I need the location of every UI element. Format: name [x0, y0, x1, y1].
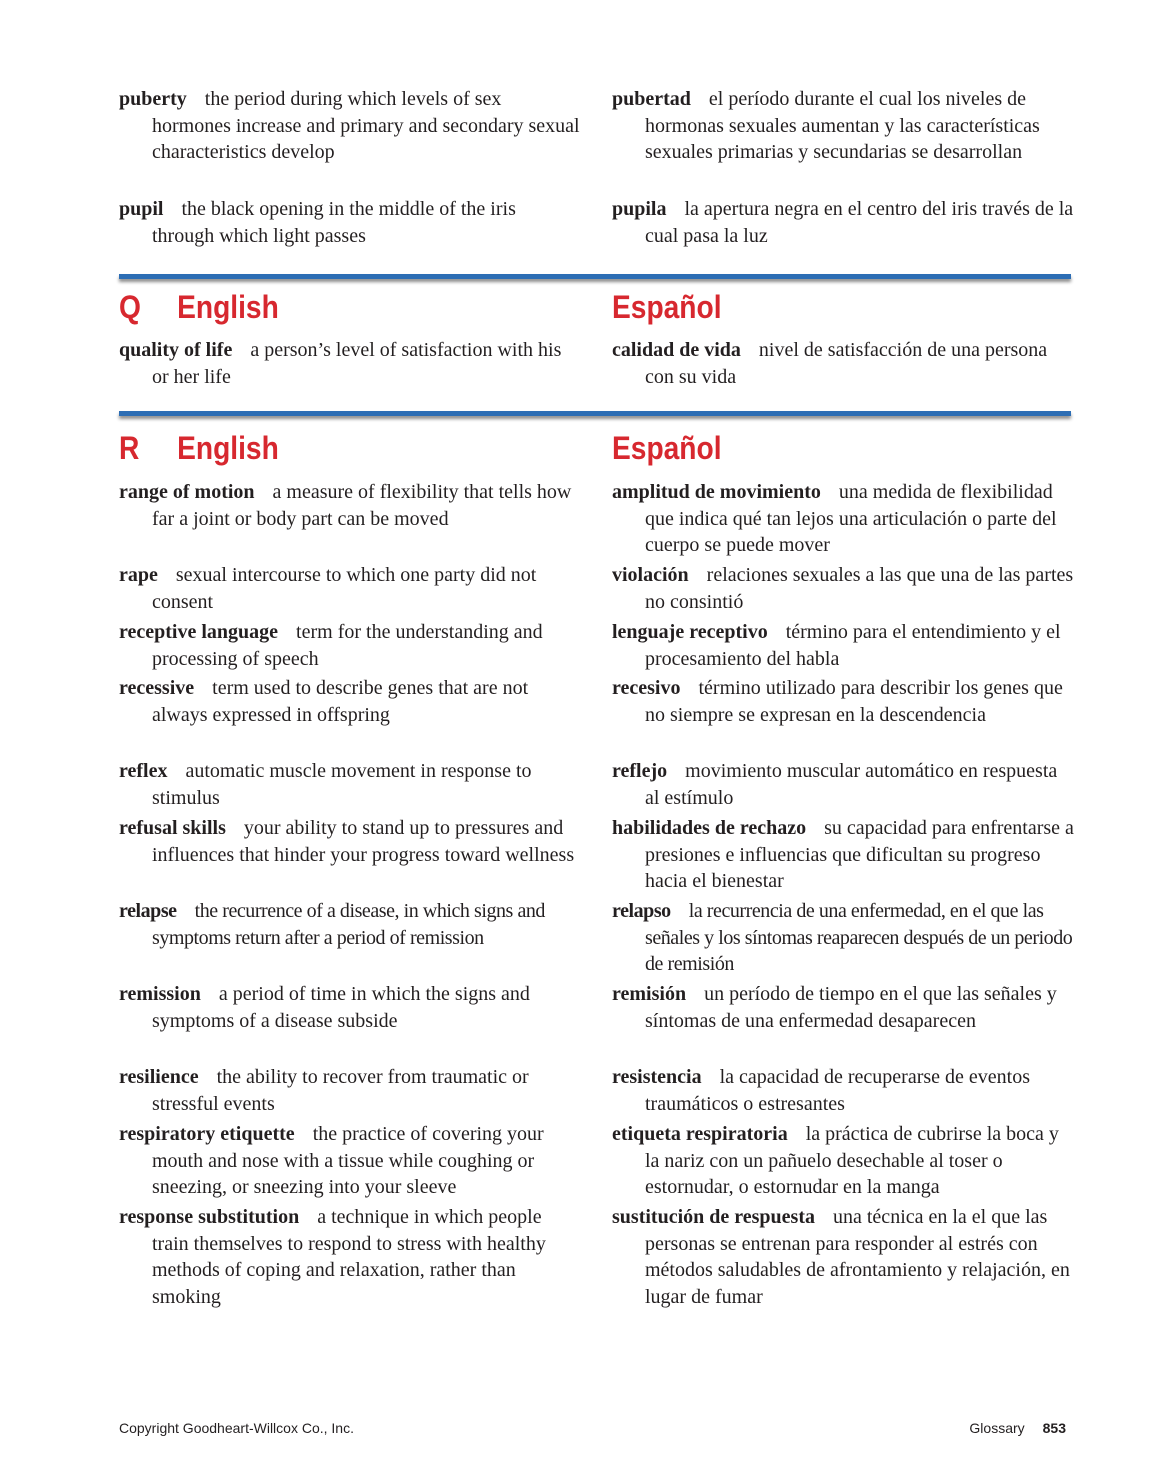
glossary-entry	[119, 1064, 581, 1117]
section-title: Español	[612, 289, 722, 325]
glossary-definition: movimiento muscular automático en respuesta al estímulo	[645, 760, 1058, 809]
glossary-entry	[119, 86, 581, 166]
glossary-entry	[612, 1204, 1074, 1310]
section-letter: R	[119, 430, 140, 466]
glossary-definition: la recurrencia de una enfermedad, en el que las señales y los síntomas reaparecen después de un periodo de remisión	[645, 900, 1073, 975]
glossary-definition: a period of time in which the signs and symptoms of a disease subside	[152, 983, 530, 1032]
glossary-entry	[612, 1064, 1074, 1117]
glossary-entry	[612, 479, 1074, 559]
glossary-term: quality of life	[119, 339, 233, 361]
glossary-entry	[119, 562, 581, 615]
glossary-term: relapse	[119, 900, 177, 922]
section-title: English	[177, 430, 279, 466]
glossary-definition: la capacidad de recuperarse de eventos traumáticos o estresantes	[645, 1066, 1030, 1115]
glossary-entry	[612, 758, 1074, 811]
glossary-term: remisión	[612, 983, 687, 1005]
glossary-entry	[119, 196, 581, 249]
glossary-entry	[119, 815, 581, 868]
glossary-entry	[612, 815, 1074, 895]
glossary-entry	[119, 758, 581, 811]
glossary-definition: term for the understanding and processing of speech	[152, 621, 543, 670]
glossary-definition: a measure of flexibility that tells how far a joint or body part can be moved	[152, 481, 572, 530]
glossary-definition: una medida de flexibilidad que indica qué tan lejos una articulación o parte del cuerpo se puede mover	[645, 481, 1057, 556]
section-heading-spanish	[612, 289, 722, 325]
glossary-definition: un período de tiempo en el que las señales y síntomas de una enfermedad desaparecen	[645, 983, 1057, 1032]
glossary-entry	[119, 1204, 581, 1310]
glossary-definition: término para el entendimiento y el procesamiento del habla	[645, 621, 1061, 670]
glossary-entry	[119, 1121, 581, 1201]
glossary-definition: the practice of covering your mouth and nose with a tissue while coughing or sneezing, or sneezing into your sleeve	[152, 1123, 544, 1198]
section-title: English	[177, 289, 279, 325]
glossary-term: puberty	[119, 88, 187, 110]
glossary-definition: the recurrence of a disease, in which signs and symptoms return after a period of remission	[152, 900, 545, 949]
section-heading-spanish	[612, 430, 722, 466]
glossary-definition: la apertura negra en el centro del iris través de la cual pasa la luz	[645, 198, 1074, 247]
section-heading-english	[119, 430, 279, 466]
glossary-term: range of motion	[119, 481, 255, 503]
glossary-entry	[612, 86, 1074, 166]
glossary-definition: automatic muscle movement in response to stimulus	[152, 760, 532, 809]
glossary-entry	[612, 619, 1074, 672]
glossary-term: resilience	[119, 1066, 199, 1088]
glossary-term: habilidades de rechazo	[612, 817, 807, 839]
section-title: Español	[612, 430, 722, 466]
glossary-definition: a technique in which people train themselves to respond to stress with healthy methods of coping and relaxation, rather than smoking	[152, 1206, 546, 1308]
glossary-entry	[612, 981, 1074, 1034]
glossary-term: pupila	[612, 198, 667, 220]
glossary-definition: a person’s level of satisfaction with his or her life	[152, 339, 562, 388]
glossary-entry	[612, 898, 1074, 978]
glossary-term: amplitud de movimiento	[612, 481, 821, 503]
glossary-definition: the ability to recover from traumatic or stressful events	[152, 1066, 529, 1115]
glossary-entry	[119, 619, 581, 672]
glossary-entry	[612, 1121, 1074, 1201]
glossary-definition: the black opening in the middle of the iris through which light passes	[152, 198, 516, 247]
glossary-term: reflejo	[612, 760, 668, 782]
section-divider	[119, 274, 1071, 279]
glossary-term: resistencia	[612, 1066, 702, 1088]
glossary-entry	[119, 479, 581, 532]
glossary-term: refusal skills	[119, 817, 226, 839]
glossary-term: calidad de vida	[612, 339, 741, 361]
glossary-term: sustitución de respuesta	[612, 1206, 815, 1228]
glossary-term: rape	[119, 564, 158, 586]
glossary-term: remission	[119, 983, 201, 1005]
glossary-definition: nivel de satisfacción de una persona con su vida	[645, 339, 1048, 388]
footer-section-label: Glossary	[969, 1420, 1025, 1436]
glossary-term: pubertad	[612, 88, 691, 110]
glossary-definition: the period during which levels of sex hormones increase and primary and secondary sexual characteristics develop	[152, 88, 580, 163]
glossary-definition: una técnica en la el que las personas se entrenan para responder al estrés con métodos saludables de afrontamiento y relajación, en lugar de fumar	[645, 1206, 1070, 1308]
page-number: 853	[1042, 1420, 1066, 1436]
glossary-entry	[119, 337, 581, 390]
glossary-definition: término utilizado para describir los genes que no siempre se expresan en la descendencia	[645, 677, 1063, 726]
copyright-notice: Copyright Goodheart-Willcox Co., Inc.	[119, 1420, 354, 1436]
glossary-term: receptive language	[119, 621, 279, 643]
glossary-entry	[612, 337, 1074, 390]
glossary-term: relapso	[612, 900, 671, 922]
section-heading-english	[119, 289, 279, 325]
glossary-term: respiratory etiquette	[119, 1123, 295, 1145]
glossary-entry	[612, 196, 1074, 249]
section-divider	[119, 411, 1071, 416]
glossary-term: reflex	[119, 760, 168, 782]
section-letter: Q	[119, 289, 141, 325]
glossary-term: violación	[612, 564, 689, 586]
glossary-definition: la práctica de cubrirse la boca y la nariz con un pañuelo desechable al toser o estornudar, o estornudar en la manga	[645, 1123, 1059, 1198]
glossary-definition: your ability to stand up to pressures and influences that hinder your progress toward wellness	[152, 817, 575, 866]
glossary-term: pupil	[119, 198, 164, 220]
glossary-entry	[612, 675, 1074, 728]
glossary-entry	[119, 981, 581, 1034]
glossary-definition: term used to describe genes that are not always expressed in offspring	[152, 677, 529, 726]
glossary-entry	[612, 562, 1074, 615]
glossary-term: response substitution	[119, 1206, 300, 1228]
glossary-definition: su capacidad para enfrentarse a presiones e influencias que dificultan su progreso hacia el bienestar	[645, 817, 1074, 892]
page-footer	[969, 1419, 1066, 1437]
glossary-entry	[119, 675, 581, 728]
glossary-term: lenguaje receptivo	[612, 621, 768, 643]
glossary-definition: sexual intercourse to which one party did not consent	[152, 564, 537, 613]
glossary-definition: relaciones sexuales a las que una de las partes no consintió	[645, 564, 1074, 613]
glossary-term: etiqueta respiratoria	[612, 1123, 788, 1145]
glossary-entry	[119, 898, 581, 951]
glossary-definition: el período durante el cual los niveles de hormonas sexuales aumentan y las características sexuales primarias y secundarias se desarrollan	[645, 88, 1040, 163]
glossary-term: recesivo	[612, 677, 681, 699]
glossary-term: recessive	[119, 677, 195, 699]
